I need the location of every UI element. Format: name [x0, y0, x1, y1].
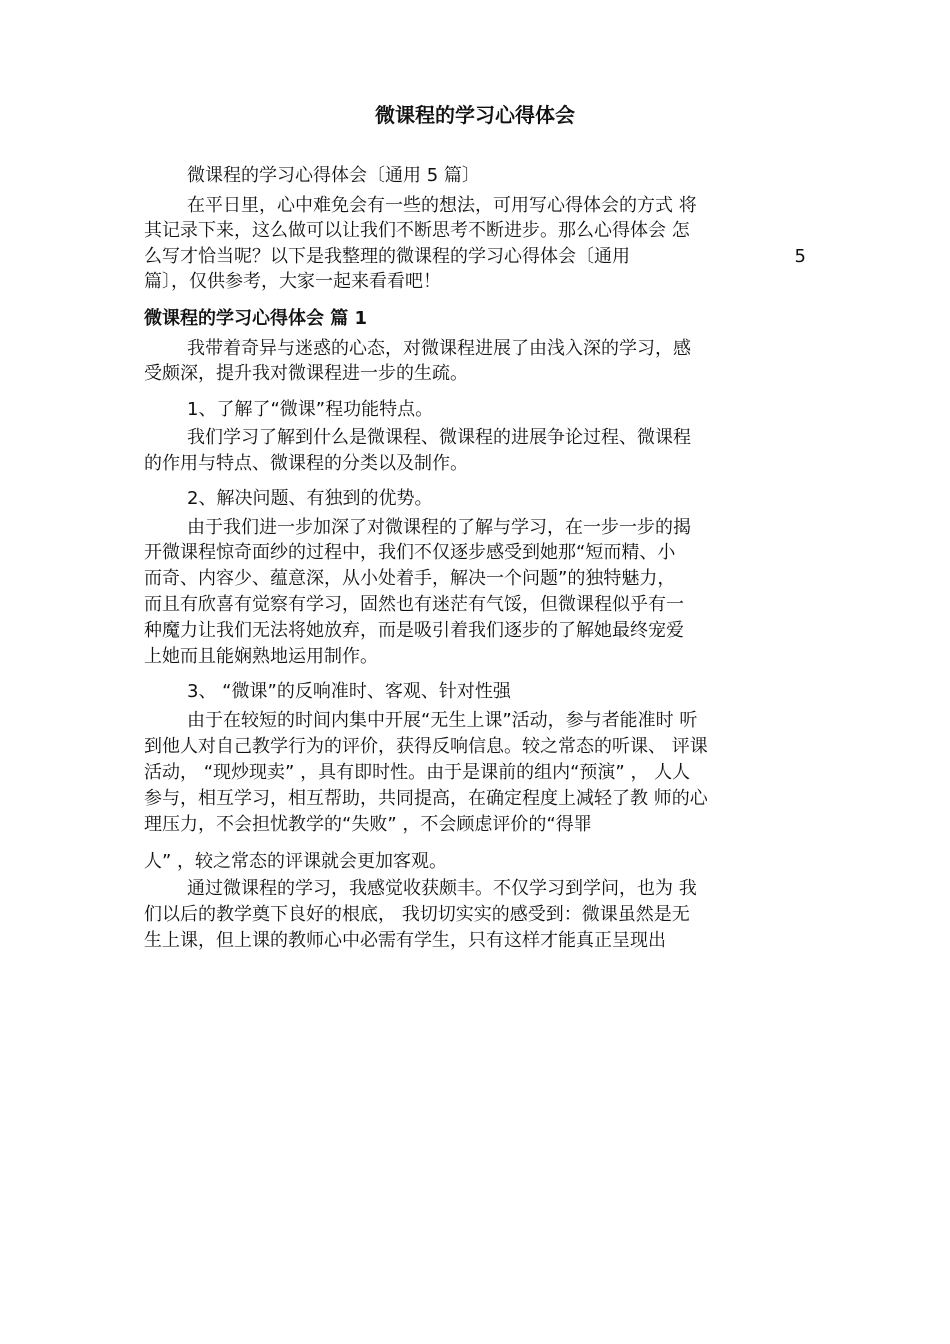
point-heading: 1、了解了“微课”程功能特点。 — [187, 399, 434, 420]
paragraph-line: 活动， “现炒现卖” ，具有即时性。由于是课前的组内“预演” ， 人人 — [144, 762, 691, 783]
intro-line-text: 么写才恰当呢？以下是我整理的微课程的学习心得体会〔通用 — [144, 246, 630, 267]
paragraph-line: 生上课，但上课的教师心中必需有学生，只有这样才能真正呈现出 — [144, 930, 666, 951]
point-heading: 3、 “微课”的反响准时、客观、针对性强 — [187, 681, 511, 702]
section-heading: 微课程的学习心得体会 篇 1 — [144, 308, 368, 329]
paragraph-line: 人” ，较之常态的评课就会更加客观。 — [144, 851, 448, 872]
paragraph-line: 的作用与特点、微课程的分类以及制作。 — [144, 453, 468, 474]
point-heading: 2、解决问题、有独到的优势。 — [187, 488, 433, 509]
paragraph-line: 到他人对自己教学行为的评价，获得反响信息。较之常态的听课、 评课 — [144, 736, 708, 757]
paragraph-line: 由于我们进一步加深了对微课程的了解与学习，在一步一步的揭 — [187, 517, 691, 538]
paragraph-line: 们以后的教学奠下良好的根底， 我切切实实的感受到：微课虽然是无 — [144, 904, 690, 925]
intro-line: 篇〕，仅供参考，大家一起来看看吧！ — [144, 271, 441, 292]
intro-line: 其记录下来，这么做可以让我们不断思考不断进步。那么心得体会 怎 — [144, 220, 690, 241]
paragraph-line: 而且有欣喜有觉察有学习，固然也有迷茫有气馁，但微课程似乎有一 — [144, 594, 684, 615]
paragraph-line: 上她而且能娴熟地运用制作。 — [144, 646, 378, 667]
paragraph-line: 由于在较短的时间内集中开展“无生上课”活动，参与者能准时 听 — [187, 710, 698, 731]
paragraph-line: 理压力，不会担忧教学的“失败” ，不会顾虑评价的“得罪 — [144, 814, 592, 835]
paragraph-line: 我带着奇异与迷惑的心态，对微课程进展了由浅入深的学习，感 — [187, 338, 691, 359]
document-title: 微课程的学习心得体会 — [375, 103, 575, 127]
paragraph-line: 开微课程惊奇面纱的过程中，我们不仅逐步感受到她那“短而精、小 — [144, 542, 676, 563]
intro-line-number: 5 — [794, 246, 806, 267]
paragraph-line: 我们学习了解到什么是微课程、微课程的进展争论过程、微课程 — [187, 427, 691, 448]
paragraph-line: 而奇、内容少、蕴意深，从小处着手，解决一个问题”的独特魅力， — [144, 568, 676, 589]
paragraph-line: 通过微课程的学习，我感觉收获颇丰。不仅学习到学问，也为 我 — [187, 878, 697, 899]
intro-line — [144, 245, 806, 269]
intro-line: 在平日里，心中难免会有一些的想法，可用写心得体会的方式 将 — [187, 195, 697, 216]
paragraph-line: 种魔力让我们无法将她放弃，而是吸引着我们逐步的了解她最终宠爱 — [144, 620, 684, 641]
paragraph-line: 受颇深，提升我对微课程进一步的生疏。 — [144, 363, 468, 384]
document-subtitle: 微课程的学习心得体会〔通用 5 篇〕 — [187, 165, 480, 186]
paragraph-line: 参与，相互学习，相互帮助，共同提高，在确定程度上减轻了教 师的心 — [144, 788, 708, 809]
